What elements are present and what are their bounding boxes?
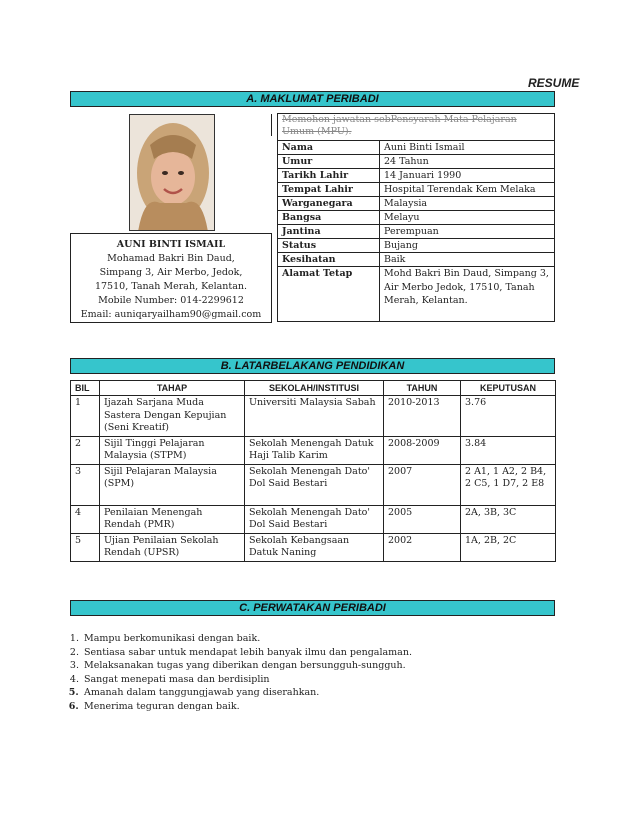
cell: 2007 xyxy=(384,464,461,505)
field-value: 14 Januari 1990 xyxy=(380,169,555,183)
cell: 5 xyxy=(71,533,100,561)
cell: Sekolah Kebangsaan Datuk Naning xyxy=(245,533,384,561)
cell: 3 xyxy=(71,464,100,505)
list-item: 6. Menerima teguran dengan baik. xyxy=(82,700,412,714)
education-table xyxy=(70,380,556,562)
list-item: 2. Sentiasa sabar untuk mendapat lebih banyak ilmu dan pengalaman. xyxy=(82,646,412,660)
list-item: 3. Melaksanakan tugas yang diberikan dengan bersungguh-sungguh. xyxy=(82,659,412,673)
field-label: Jantina xyxy=(278,225,380,239)
field-value: Melayu xyxy=(380,211,555,225)
contact-box xyxy=(70,233,272,323)
cell: 3.84 xyxy=(461,436,556,464)
cell: Penilaian Menengah Rendah (PMR) xyxy=(100,505,245,533)
list-item: 4. Sangat menepati masa dan berdisiplin xyxy=(82,673,412,687)
cell: 4 xyxy=(71,505,100,533)
field-label: Nama xyxy=(278,141,380,155)
field-value: Baik xyxy=(380,253,555,267)
section-a-header: A. MAKLUMAT PERIBADI xyxy=(70,91,555,107)
resume-title: RESUME xyxy=(528,76,580,90)
cell: Sekolah Menengah Dato' Dol Said Bestari xyxy=(245,464,384,505)
contact-line: Mobile Number: 014-2299612 xyxy=(98,295,244,306)
cell: Ijazah Sarjana Muda Sastera Dengan Kepujian (Seni Kreatif) xyxy=(100,396,245,437)
contact-line: Email: auniqaryailham90@gmail.com xyxy=(80,309,262,320)
traits-list xyxy=(70,632,412,713)
table-row xyxy=(71,505,556,533)
cell: 2005 xyxy=(384,505,461,533)
cell: 2 A1, 1 A2, 2 B4, 2 C5, 1 D7, 2 E8 xyxy=(461,464,556,505)
field-value: Auni Binti Ismail xyxy=(380,141,555,155)
cell: 3.76 xyxy=(461,396,556,437)
table-row xyxy=(278,225,555,239)
field-value: 24 Tahun xyxy=(380,155,555,169)
section-b-header: B. LATARBELAKANG PENDIDIKAN xyxy=(70,358,555,374)
field-value: Perempuan xyxy=(380,225,555,239)
cell: 2A, 3B, 3C xyxy=(461,505,556,533)
cell: 1A, 2B, 2C xyxy=(461,533,556,561)
field-label: Tempat Lahir xyxy=(278,183,380,197)
field-label: Warganegara xyxy=(278,197,380,211)
cell: Universiti Malaysia Sabah xyxy=(245,396,384,437)
table-row xyxy=(278,183,555,197)
personal-info-table xyxy=(277,113,555,322)
field-value: Hospital Terendak Kem Melaka xyxy=(380,183,555,197)
field-label: Bangsa xyxy=(278,211,380,225)
table-row xyxy=(71,436,556,464)
candidate-name: AUNI BINTI ISMAIL xyxy=(116,239,226,250)
cell: Sekolah Menengah Dato' Dol Said Bestari xyxy=(245,505,384,533)
cell: 2008-2009 xyxy=(384,436,461,464)
table-row xyxy=(278,239,555,253)
contact-line: 17510, Tanah Merah, Kelantan. xyxy=(94,281,248,292)
field-label: Umur xyxy=(278,155,380,169)
field-value: Mohd Bakri Bin Daud, Simpang 3, Air Merbo Jedok, 17510, Tanah Merah, Kelantan. xyxy=(380,267,555,322)
cell: Sijil Pelajaran Malaysia (SPM) xyxy=(100,464,245,505)
table-row xyxy=(278,197,555,211)
table-row xyxy=(278,253,555,267)
table-row xyxy=(278,169,555,183)
section-c-header: C. PERWATAKAN PERIBADI xyxy=(70,600,555,616)
cell: 2010-2013 xyxy=(384,396,461,437)
portrait-image xyxy=(130,115,215,231)
profile-photo xyxy=(129,114,215,231)
col-header: SEKOLAH/INSTITUSI xyxy=(245,381,384,396)
cell: Ujian Penilaian Sekolah Rendah (UPSR) xyxy=(100,533,245,561)
table-row xyxy=(278,155,555,169)
table-row xyxy=(278,211,555,225)
field-label: Tarikh Lahir xyxy=(278,169,380,183)
table-row xyxy=(278,141,555,155)
field-label: Kesihatan xyxy=(278,253,380,267)
col-header: TAHAP xyxy=(100,381,245,396)
table-row xyxy=(278,267,555,322)
col-header: BIL xyxy=(71,381,100,396)
cell: 2 xyxy=(71,436,100,464)
cell: 1 xyxy=(71,396,100,437)
col-header: TAHUN xyxy=(384,381,461,396)
field-value: Malaysia xyxy=(380,197,555,211)
field-value: Bujang xyxy=(380,239,555,253)
cell: 2002 xyxy=(384,533,461,561)
contact-line: Mohamad Bakri Bin Daud, xyxy=(107,253,235,264)
table-row xyxy=(71,396,556,437)
divider xyxy=(271,114,272,136)
cell: Sijil Tinggi Pelajaran Malaysia (STPM) xyxy=(100,436,245,464)
field-label: Alamat Tetap xyxy=(278,267,380,322)
cell: Sekolah Menengah Datuk Haji Talib Karim xyxy=(245,436,384,464)
list-item: 1. Mampu berkomunikasi dengan baik. xyxy=(82,632,412,646)
contact-line: Simpang 3, Air Merbo, Jedok, xyxy=(99,267,243,278)
col-header: KEPUTUSAN xyxy=(461,381,556,396)
application-note: Memohon jawatan sebPensyarah Mata Pelajaran Umum (MPU). xyxy=(278,114,555,141)
table-row xyxy=(71,533,556,561)
field-label: Status xyxy=(278,239,380,253)
table-row xyxy=(71,464,556,505)
list-item: 5. Amanah dalam tanggungjawab yang diserahkan. xyxy=(82,686,412,700)
